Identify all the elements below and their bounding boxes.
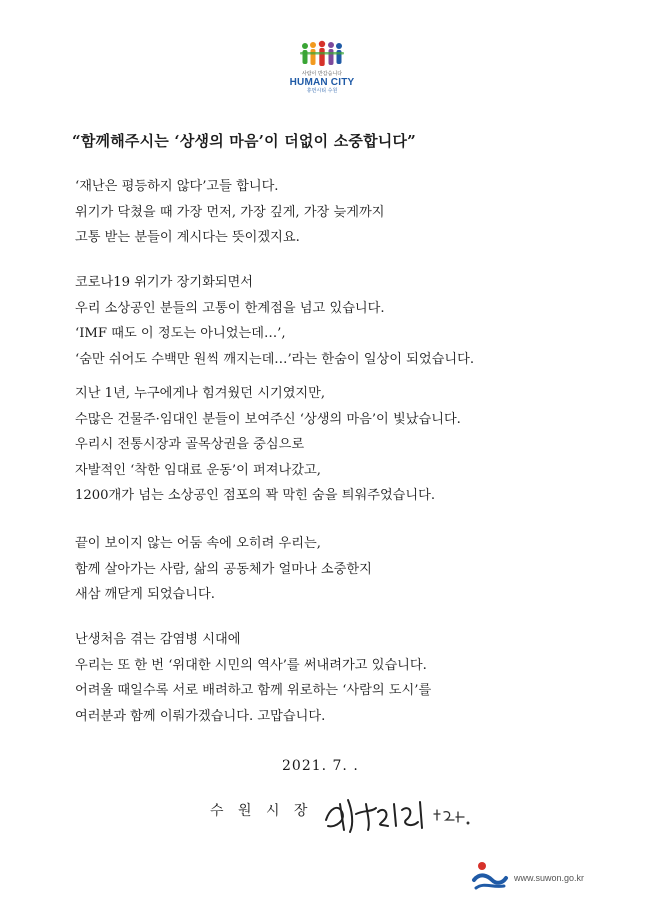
paragraph-line: 함께 살아가는 사람, 삶의 공동체가 얼마나 소중한지 xyxy=(75,561,372,577)
logo-sub: 휴먼시티 수원 xyxy=(306,88,338,94)
footer xyxy=(470,860,630,894)
paragraph-line: 끝이 보이지 않는 어둠 속에 오히려 우리는, xyxy=(75,536,321,551)
signer-title: 수 원 시 장 xyxy=(210,803,313,819)
paragraph-1 xyxy=(75,174,615,251)
logo-city-name: HUMAN CITY xyxy=(289,77,355,88)
paragraph-line: 지난 1년, 누구에게나 힘겨웠던 시기였지만, xyxy=(75,386,326,401)
paragraph-line: 1200개가 넘는 소상공인 점포의 꽉 막힌 숨을 틔워주었습니다. xyxy=(75,488,436,504)
letter-title: “함께해주시는 ‘상생의 마음’이 더없이 소중합니다” xyxy=(72,132,416,150)
letter-date: 2021. 7. . xyxy=(282,758,359,774)
paragraph-5 xyxy=(75,627,615,729)
logo-slogan: 사람이 반갑습니다 xyxy=(301,71,343,77)
suwon-emblem-icon xyxy=(470,860,510,894)
paragraph-line: 고통 받는 분들이 계시다는 뜻이겠지요. xyxy=(75,230,300,246)
paragraph-line: 우리시 전통시장과 골목상권을 중심으로 xyxy=(75,437,305,453)
people-icon xyxy=(300,40,344,70)
paragraph-3 xyxy=(75,381,615,509)
handwritten-signature xyxy=(318,790,478,838)
paragraph-line: 난생처음 겪는 감염병 시대에 xyxy=(75,632,241,647)
paragraph-line: ‘IMF 때도 이 정도는 아니었는데…’, xyxy=(75,326,286,342)
paragraph-line: ‘숨만 쉬어도 수백만 원씩 깨지는데…’라는 한숨이 일상이 되었습니다. xyxy=(75,351,475,367)
paragraph-line: 자발적인 ‘착한 임대료 운동’이 퍼져나갔고, xyxy=(75,462,321,478)
human-city-logo xyxy=(282,40,362,102)
paragraph-2 xyxy=(75,270,615,372)
paragraph-line: 어려울 때일수록 서로 배려하고 함께 위로하는 ‘사람의 도시’를 xyxy=(75,683,432,699)
paragraph-line: 코로나19 위기가 장기화되면서 xyxy=(75,275,254,290)
paragraph-line: ‘재난은 평등하지 않다’고들 합니다. xyxy=(75,179,279,194)
paragraph-line: 여러분과 함께 이뤄가겠습니다. 고맙습니다. xyxy=(75,708,326,724)
footer-url: www.suwon.go.kr xyxy=(514,873,585,883)
paragraph-line: 위기가 닥쳤을 때 가장 먼저, 가장 깊게, 가장 늦게까지 xyxy=(75,204,385,220)
paragraph-4 xyxy=(75,531,615,608)
paragraph-line: 새삼 깨닫게 되었습니다. xyxy=(75,587,215,603)
paragraph-line: 수많은 건물주·임대인 분들이 보여주신 ‘상생의 마음’이 빛났습니다. xyxy=(75,411,461,427)
paragraph-line: 우리는 또 한 번 ‘위대한 시민의 역사’를 써내려가고 있습니다. xyxy=(75,657,427,673)
paragraph-line: 우리 소상공인 분들의 고통이 한계점을 넘고 있습니다. xyxy=(75,300,385,316)
